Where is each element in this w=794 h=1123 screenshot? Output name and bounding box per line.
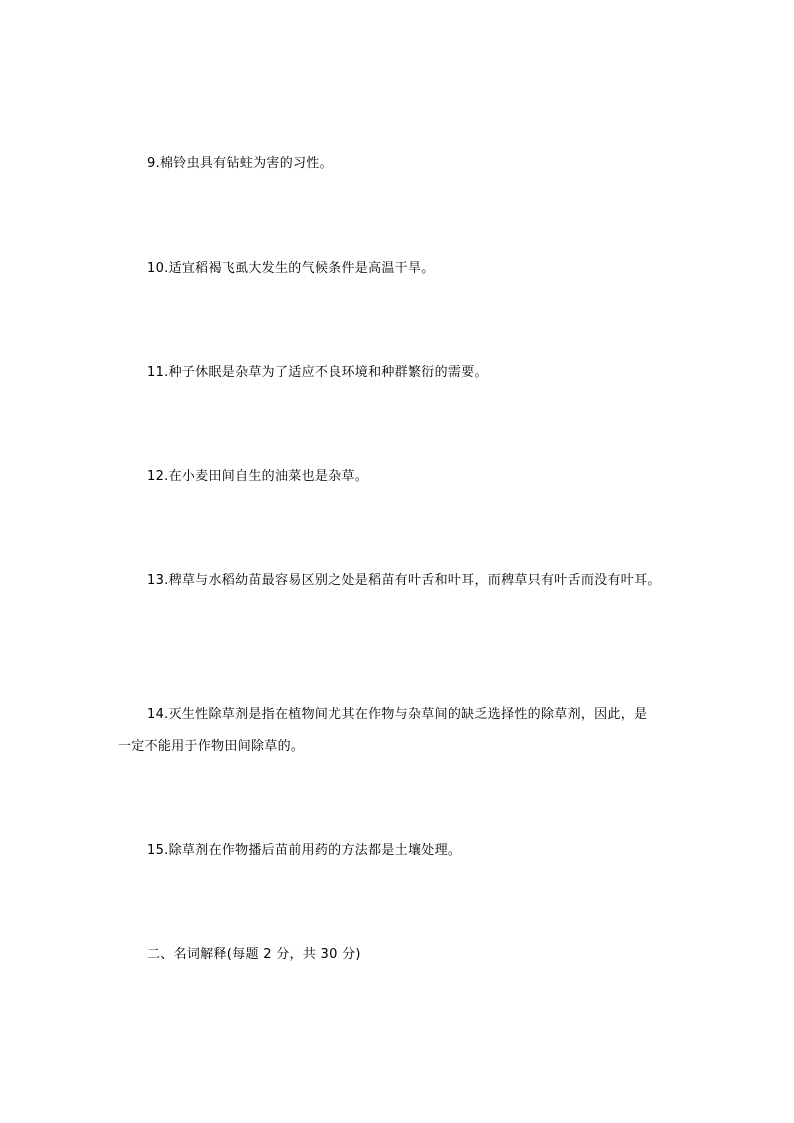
question-13: 13.稗草与水稻幼苗最容易区别之处是稻苗有叶舌和叶耳，而稗草只有叶舌而没有叶耳。 (147, 573, 661, 588)
question-9: 9.棉铃虫具有钻蛀为害的习性。 (147, 156, 333, 171)
question-14-line-2: 一定不能用于作物田间除草的。 (118, 739, 305, 754)
section-2-heading: 二、名词解释(每题 2 分，共 30 分) (147, 947, 361, 962)
question-14-line-1: 14.灭生性除草剂是指在植物间尤其在作物与杂草间的缺乏选择性的除草剂，因此，是 (147, 707, 648, 722)
question-15: 15.除草剂在作物播后苗前用药的方法都是土壤处理。 (147, 843, 462, 858)
question-10: 10.适宜稻褐飞虱大发生的气候条件是高温干旱。 (147, 261, 435, 276)
question-12: 12.在小麦田间自生的油菜也是杂草。 (147, 469, 369, 484)
question-11: 11.种子休眠是杂草为了适应不良环境和种群繁衍的需要。 (147, 365, 488, 380)
